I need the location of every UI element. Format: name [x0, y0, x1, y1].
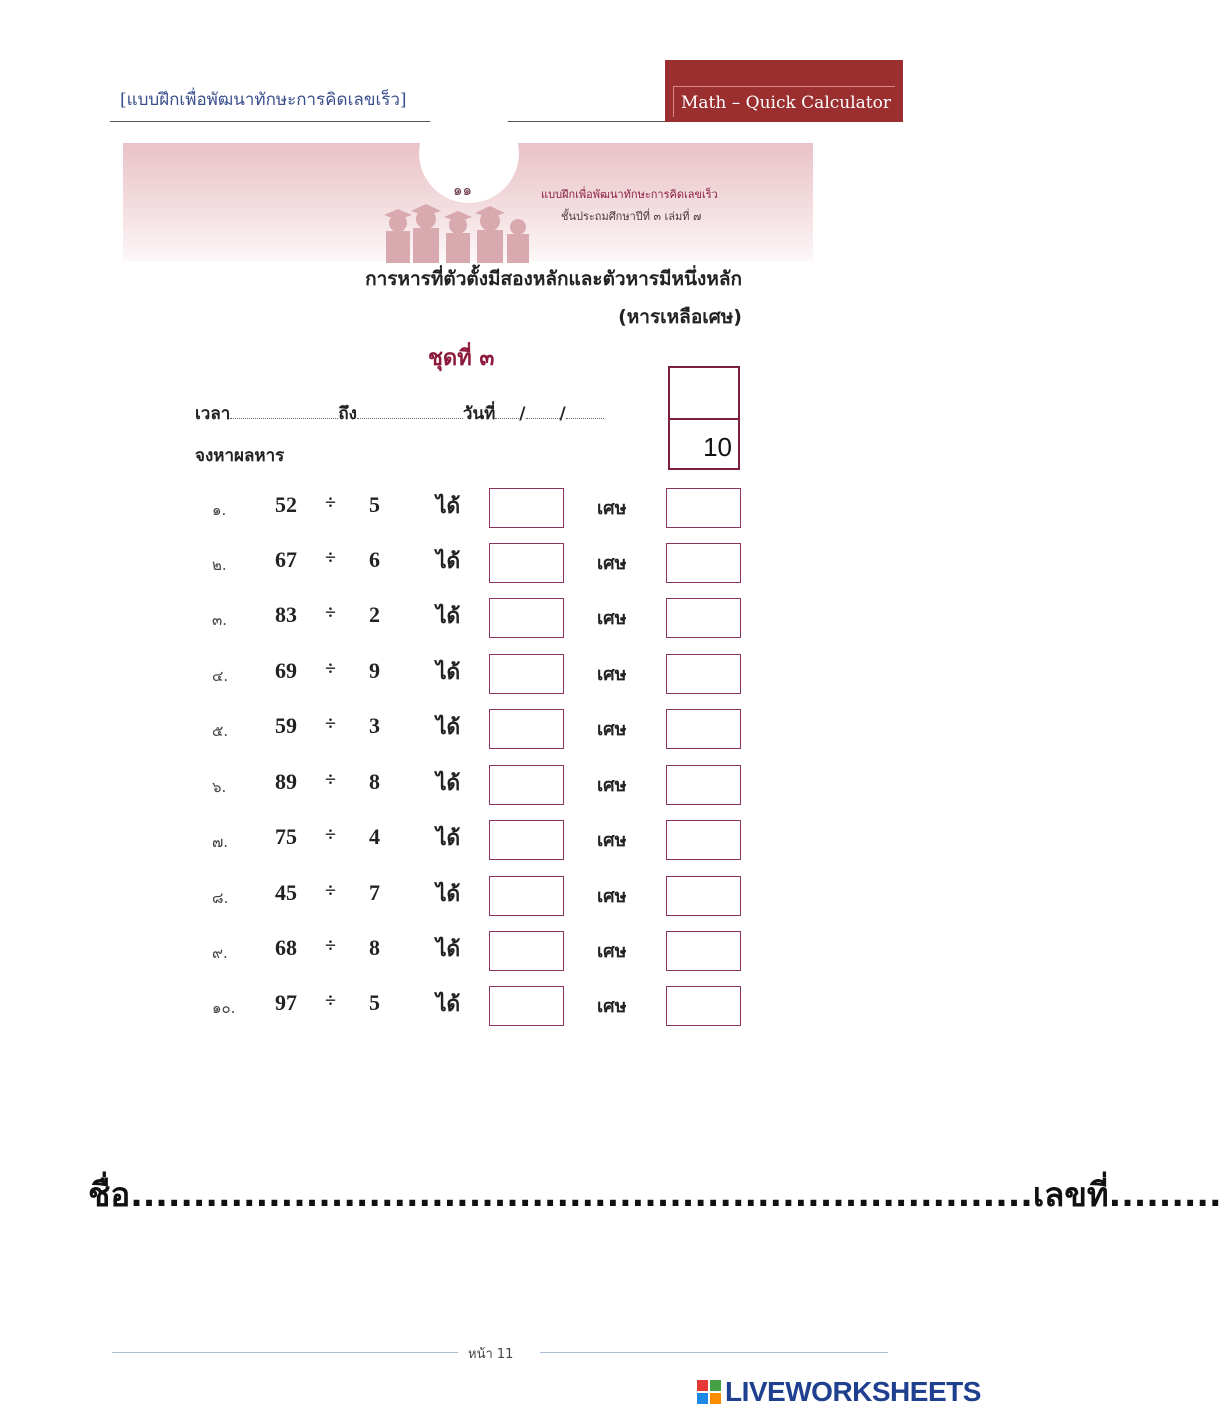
remainder-label: เศษ [597, 498, 627, 519]
remainder-answer-box[interactable] [666, 820, 741, 860]
divisor: 9 [369, 658, 380, 683]
date-slash: / [559, 404, 566, 424]
remainder-answer-box[interactable] [666, 709, 741, 749]
divide-sign: ÷ [325, 769, 336, 791]
page-number: หน้า 11 [468, 1347, 514, 1362]
problem-row [0, 709, 1000, 764]
quotient-answer-box[interactable] [489, 931, 564, 971]
quotient-answer-box[interactable] [489, 654, 564, 694]
remainder-label: เศษ [597, 996, 627, 1017]
divide-sign: ÷ [325, 658, 336, 680]
page-title: การหารที่ตัวตั้งมีสองหลักและตัวหารมีหนึ่งหลัก [365, 268, 742, 290]
divide-sign: ÷ [325, 990, 336, 1012]
name-field[interactable]: ........................................................................ [130, 1175, 1033, 1214]
remainder-label: เศษ [597, 608, 627, 629]
quotient-label: ได้ [436, 937, 461, 961]
time-from-field[interactable] [230, 404, 338, 419]
divide-sign: ÷ [325, 547, 336, 569]
problem-number: ๙. [212, 944, 228, 962]
banner-number: ๑๑ [453, 181, 473, 199]
dividend: 69 [275, 658, 297, 683]
name-label: ชื่อ [88, 1175, 131, 1214]
quotient-answer-box[interactable] [489, 598, 564, 638]
remainder-answer-box[interactable] [666, 986, 741, 1026]
remainder-label: เศษ [597, 553, 627, 574]
logo-square-blue [697, 1393, 708, 1404]
quotient-answer-box[interactable] [489, 765, 564, 805]
problem-number: ๖. [212, 778, 227, 796]
quotient-answer-box[interactable] [489, 820, 564, 860]
divisor: 8 [369, 769, 380, 794]
quotient-answer-box[interactable] [489, 488, 564, 528]
quotient-answer-box[interactable] [489, 876, 564, 916]
quotient-label: ได้ [436, 992, 461, 1016]
problem-number: ๗. [212, 833, 229, 851]
remainder-answer-box[interactable] [666, 543, 741, 583]
date-label: วันที่ [462, 404, 496, 424]
divisor: 4 [369, 824, 380, 849]
dividend: 68 [275, 935, 297, 960]
quotient-label: ได้ [436, 715, 461, 739]
liveworksheets-logo-icon [697, 1380, 723, 1406]
quotient-label: ได้ [436, 660, 461, 684]
header-rule [110, 121, 666, 122]
time-row [195, 400, 604, 427]
problem-number: ๑๐. [212, 999, 236, 1017]
divide-sign: ÷ [325, 880, 336, 902]
divisor: 3 [369, 713, 380, 738]
to-label: ถึง [338, 404, 357, 424]
quotient-label: ได้ [436, 882, 461, 906]
problem-row [0, 543, 1000, 598]
header-right-title: Math – Quick Calculator [681, 93, 891, 113]
quotient-label: ได้ [436, 826, 461, 850]
problem-row [0, 876, 1000, 931]
divide-sign: ÷ [325, 492, 336, 514]
dividend: 52 [275, 492, 297, 517]
problem-row [0, 765, 1000, 820]
remainder-label: เศษ [597, 664, 627, 685]
score-total: 10 [703, 432, 732, 462]
quotient-label: ได้ [436, 771, 461, 795]
divide-sign: ÷ [325, 824, 336, 846]
logo-square-red [697, 1380, 708, 1391]
banner-line1: แบบฝึกเพื่อพัฒนาทักษะการคิดเลขเร็ว [541, 188, 718, 201]
header-right-frame [673, 86, 895, 117]
problem-number: ๘. [212, 889, 229, 907]
divisor: 2 [369, 602, 380, 627]
page-subtitle: (หารเหลือเศษ) [618, 306, 742, 328]
quotient-label: ได้ [436, 494, 461, 518]
divisor: 5 [369, 492, 380, 517]
date-day-field[interactable] [495, 404, 519, 419]
remainder-label: เศษ [597, 941, 627, 962]
banner-line2: ชั้นประถมศึกษาปีที่ ๓ เล่มที่ ๗ [561, 210, 702, 223]
divide-sign: ÷ [325, 935, 336, 957]
time-label: เวลา [195, 404, 231, 424]
remainder-label: เศษ [597, 719, 627, 740]
date-month-field[interactable] [526, 404, 560, 419]
quotient-label: ได้ [436, 604, 461, 628]
problem-row [0, 654, 1000, 709]
header-left-title: [แบบฝึกเพื่อพัฒนาทักษะการคิดเลขเร็ว] [120, 90, 407, 110]
dividend: 75 [275, 824, 297, 849]
header-right-block [665, 60, 903, 122]
footer-rule-right [540, 1352, 888, 1353]
divide-sign: ÷ [325, 713, 336, 735]
dividend: 67 [275, 547, 297, 572]
problem-number: ๔. [212, 667, 229, 685]
footer-rule-left [112, 1352, 458, 1353]
student-number-field[interactable]: ......... [1108, 1175, 1221, 1214]
date-slash: / [519, 404, 526, 424]
quotient-label: ได้ [436, 549, 461, 573]
set-title: ชุดที่ ๓ [428, 345, 495, 371]
problem-number: ๑. [212, 501, 227, 519]
divide-sign: ÷ [325, 602, 336, 624]
divisor: 5 [369, 990, 380, 1015]
remainder-answer-box[interactable] [666, 931, 741, 971]
remainder-label: เศษ [597, 830, 627, 851]
remainder-answer-box[interactable] [666, 765, 741, 805]
problem-row [0, 820, 1000, 875]
liveworksheets-wordmark: LIVEWORKSHEETS [725, 1376, 981, 1407]
logo-square-orange [710, 1393, 721, 1404]
time-to-field[interactable] [357, 404, 463, 419]
quotient-answer-box[interactable] [489, 986, 564, 1026]
remainder-answer-box[interactable] [666, 654, 741, 694]
date-year-field[interactable] [566, 404, 604, 419]
problem-row [0, 986, 1000, 1041]
remainder-label: เศษ [597, 886, 627, 907]
dividend: 45 [275, 880, 297, 905]
student-number-label: เลขที่ [1032, 1175, 1109, 1214]
dividend: 59 [275, 713, 297, 738]
logo-square-green [710, 1380, 721, 1391]
problem-number: ๒. [212, 556, 227, 574]
problem-row [0, 488, 1000, 543]
problem-row [0, 931, 1000, 986]
remainder-label: เศษ [597, 775, 627, 796]
dividend: 97 [275, 990, 297, 1015]
quotient-answer-box[interactable] [489, 543, 564, 583]
divisor: 7 [369, 880, 380, 905]
remainder-answer-box[interactable] [666, 598, 741, 638]
problem-number: ๕. [212, 722, 229, 740]
divisor: 6 [369, 547, 380, 572]
score-box [668, 366, 740, 470]
divisor: 8 [369, 935, 380, 960]
dividend: 89 [275, 769, 297, 794]
instruction: จงหาผลหาร [195, 446, 285, 466]
dividend: 83 [275, 602, 297, 627]
remainder-answer-box[interactable] [666, 488, 741, 528]
problem-row [0, 598, 1000, 653]
banner [123, 143, 813, 261]
name-line [88, 1168, 1221, 1221]
remainder-answer-box[interactable] [666, 876, 741, 916]
quotient-answer-box[interactable] [489, 709, 564, 749]
score-divider [670, 418, 738, 420]
problem-number: ๓. [212, 611, 228, 629]
